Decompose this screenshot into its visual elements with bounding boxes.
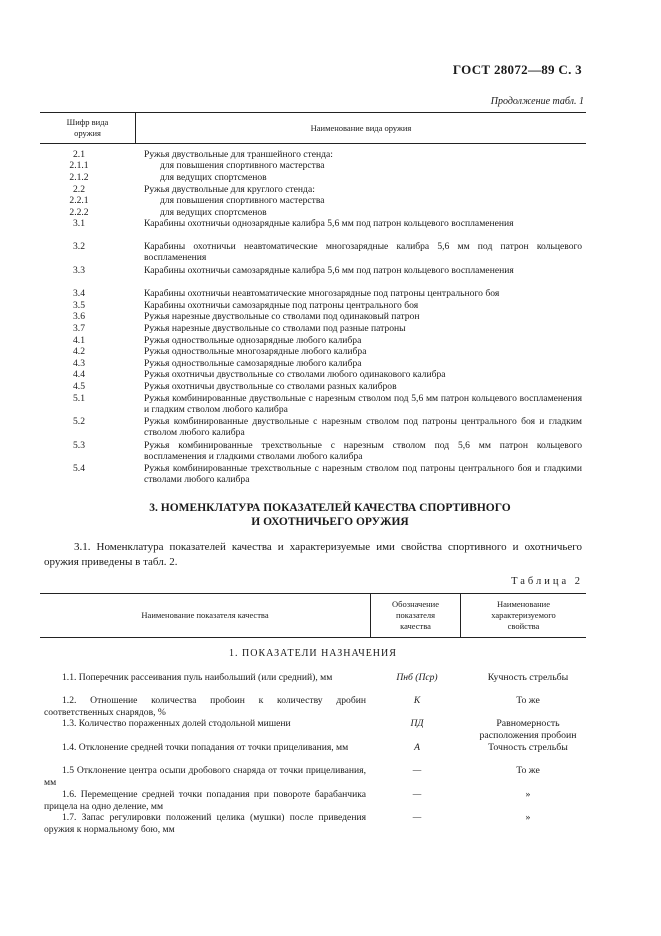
- table2-row-property: То же: [516, 695, 540, 706]
- table2-col-property-header-line2: характеризуемого: [491, 610, 556, 620]
- table1-row-code: 5.1: [73, 393, 85, 404]
- table2-row-name: 1.7. Запас регулировки положений целика (мушки) после приведения оружия к нормальному бою, мм: [44, 812, 366, 835]
- table1-row-code: 2.1.2: [69, 172, 89, 183]
- table1-row-name: Карабины охотничьи самозарядные калибра 5,6 мм под патрон кольцевого воспламенения: [144, 265, 514, 276]
- table1-row-code: 3.1: [73, 218, 85, 229]
- table1-row-name: Ружья одноствольные однозарядные любого калибра: [144, 335, 362, 346]
- table1-row-code: 4.5: [73, 381, 85, 392]
- table2-row-name: 1.6. Перемещение средней точки попадания при повороте барабанчика прицела на одно деление, мм: [44, 789, 366, 812]
- table2-row-property: То же: [516, 765, 540, 776]
- table1-col-code-header: [40, 117, 135, 139]
- table1-row-name: Ружья нарезные двуствольные со стволами под одинаковый патрон: [144, 311, 420, 322]
- table2-row-symbol: А: [414, 742, 420, 753]
- table1-row-code: 4.3: [73, 358, 85, 369]
- table2-row-symbol: —: [412, 765, 422, 776]
- table1-col-name-header: Наименование вида оружия: [310, 123, 412, 133]
- table2-header-rule: [40, 637, 586, 638]
- table2-row-symbol: К: [413, 695, 421, 706]
- table2-row-property: Точность стрельбы: [488, 742, 568, 753]
- table2-row-name: 1.2. Отношение количества пробоин к количеству дробин соответственных снарядов, %: [44, 695, 366, 718]
- table2-row-name: 1.4. Отклонение средней точки попадания от точки прицеливания, мм: [62, 742, 349, 753]
- table-continuation-label: Продолжение табл. 1: [490, 96, 584, 107]
- table1-row-code: 3.3: [73, 265, 85, 276]
- table1-row-name: Ружья комбинированные двуствольные с нарезным стволом под патроны центрального боя и гладким стволом любого калибра: [144, 416, 582, 438]
- table1-row-name: Карабины охотничьи неавтоматические многозарядные калибра 5,6 мм под патрон кольцевого воспламенения: [144, 241, 582, 263]
- table1-row-name: Ружья охотничьи двуствольные со стволами любого одинакового калибра: [144, 369, 446, 380]
- table1-row-name: Карабины охотничьи однозарядные калибра 5,6 мм под патрон кольцевого воспламенения: [144, 218, 514, 229]
- table2-row-name: 1.5 Отклонение центра осыпи дробового снаряда от точки прицеливания, мм: [44, 765, 366, 788]
- table2-row-property: »: [525, 789, 531, 800]
- table1-row-name: для ведущих спортсменов: [160, 207, 267, 218]
- table1-row-name: Ружья охотничьи двуствольные со стволами разных калибров: [144, 381, 397, 392]
- table2-col-symbol-header-line3: качества: [400, 621, 431, 631]
- table1-col-code-header-line2: оружия: [74, 128, 101, 138]
- table1-row-name: для ведущих спортсменов: [160, 172, 267, 183]
- table1-row-code: 3.6: [73, 311, 85, 322]
- table1-row-name: Ружья одноствольные самозарядные любого калибра: [144, 358, 362, 369]
- section-title-line2: И ОХОТНИЧЬЕГО ОРУЖИЯ: [251, 516, 409, 528]
- table1-row-name: Ружья нарезные двуствольные со стволами под разные патроны: [144, 323, 406, 334]
- table1-row-code: 3.7: [73, 323, 85, 334]
- table2-row-property: Кучность стрельбы: [487, 672, 569, 683]
- table2-col-property-header: [461, 599, 586, 632]
- table2-row-property: »: [525, 812, 531, 823]
- section-title-line1: 3. НОМЕНКЛАТУРА ПОКАЗАТЕЛЕЙ КАЧЕСТВА СПОРТИВНОГО: [149, 502, 511, 514]
- table1-row-name: Ружья комбинированные трехствольные с нарезным стволом под 5,6 мм патрон кольцевого воспламенения и гладкими стволами любого калибра: [144, 440, 582, 462]
- table2-row-symbol: —: [412, 789, 422, 800]
- table1-row-code: 4.4: [73, 369, 85, 380]
- table2-col-name-header: Наименование показателя качества: [141, 610, 269, 620]
- table1-row-code: 2.2.1: [69, 195, 89, 206]
- table1-row-code: 5.4: [73, 463, 85, 474]
- table1-row-code: 4.1: [73, 335, 85, 346]
- table2-col-property-header-line1: Наименование: [497, 599, 550, 609]
- table1-row-name: для повышения спортивного мастерства: [160, 160, 325, 171]
- table1-row-code: 2.1.1: [69, 160, 89, 171]
- table1-row-name: Карабины охотничьи самозарядные под патроны центрального боя: [144, 300, 419, 311]
- table2-caption: Таблица 2: [511, 576, 583, 587]
- table2-row-symbol: Пнб (Пср): [396, 672, 438, 683]
- table1-row-name: Ружья двуствольные для траншейного стенда:: [144, 149, 333, 160]
- table2-row-name: 1.3. Количество пораженных долей стодольной мишени: [62, 718, 291, 729]
- table1-row-code: 5.3: [73, 440, 85, 451]
- table1-row-name: Карабины охотничьи неавтоматические многозарядные под патроны центрального боя: [144, 288, 500, 299]
- table2-subsection-heading: 1. ПОКАЗАТЕЛИ НАЗНАЧЕНИЯ: [229, 648, 397, 659]
- table2-row-name: 1.1. Поперечник рассеивания пуль наибольший (или средний), мм: [62, 672, 333, 683]
- table1-col-code-header-line1: Шифр вида: [66, 117, 109, 127]
- table2-col-symbol-header-line1: Обозначение: [392, 599, 439, 609]
- table1-row-name: Ружья двуствольные для круглого стенда:: [144, 184, 315, 195]
- table2-col-property-header-line3: свойства: [507, 621, 540, 631]
- table1-row-name: Ружья комбинированные трехствольные с нарезным стволом под патроны центрального боя и гладкими стволами любого калибра: [144, 463, 582, 485]
- table1-row-code: 3.2: [73, 241, 85, 252]
- section-title: [60, 501, 600, 529]
- table2-row-property: Равномерность расположения пробоин: [479, 718, 577, 741]
- table1-row-code: 2.1: [73, 149, 85, 160]
- table2-row-symbol: ПД: [410, 718, 424, 729]
- table1-row-code: 2.2.2: [69, 207, 89, 218]
- table2-row-symbol: —: [412, 812, 422, 823]
- table2-col-symbol-header-line2: показателя: [395, 610, 436, 620]
- table1-row-code: 3.5: [73, 300, 85, 311]
- section-paragraph: 3.1. Номенклатура показателей качества и характеризуемые ими свойства спортивного и охотничьего оружия приведены в табл. 2.: [44, 541, 582, 568]
- table1-row-name: Ружья одноствольные многозарядные любого калибра: [144, 346, 367, 357]
- table1-top-rule: [40, 112, 586, 113]
- table1-row-name: для повышения спортивного мастерства: [160, 195, 325, 206]
- table1-row-code: 2.2: [73, 184, 85, 195]
- table1-row-code: 5.2: [73, 416, 85, 427]
- table2-top-rule: [40, 593, 586, 594]
- document-reference: ГОСТ 28072—89 С. 3: [452, 62, 582, 77]
- table1-row-code: 4.2: [73, 346, 85, 357]
- table1-header-rule: [40, 143, 586, 144]
- table2-col-symbol-header: [371, 599, 460, 632]
- table1-row-code: 3.4: [73, 288, 85, 299]
- table1-row-name: Ружья комбинированные двуствольные с нарезным стволом под 5,6 мм патрон кольцевого воспламенения и гладким стволом любого калибра: [144, 393, 582, 415]
